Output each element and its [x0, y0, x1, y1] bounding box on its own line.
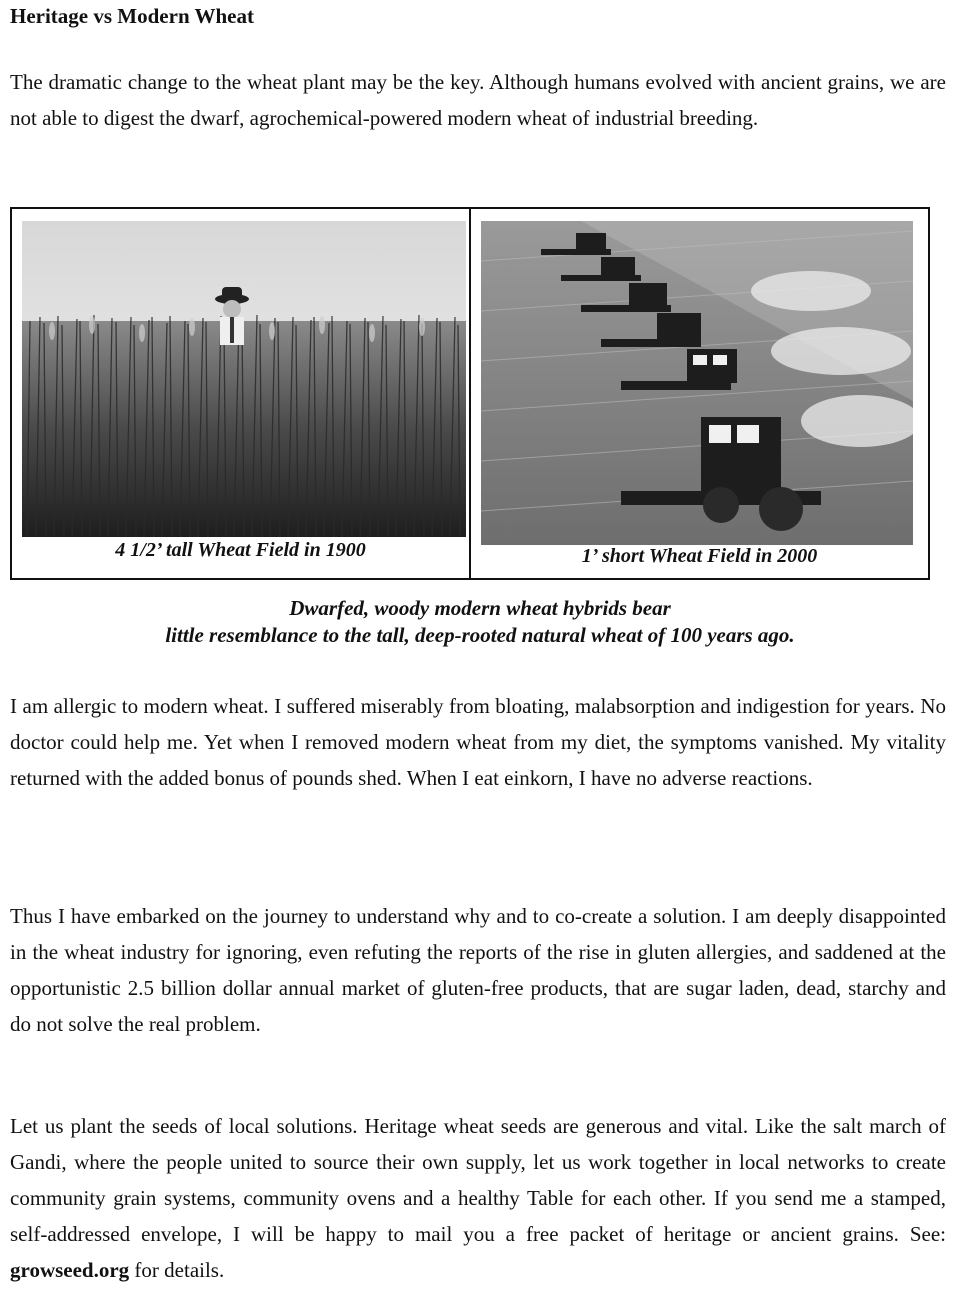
figure-2000-caption: 1’ short Wheat Field in 2000 [581, 545, 818, 567]
figure-2000 [471, 209, 928, 578]
figure-1900-caption: 4 1/2’ tall Wheat Field in 1900 [115, 539, 366, 561]
call-to-action-paragraph [10, 1108, 946, 1288]
page-title: Heritage vs Modern Wheat [10, 4, 254, 28]
figure-caption [0, 595, 960, 649]
wheat-field-2000-photo [481, 221, 913, 545]
intro-paragraph: The dramatic change to the wheat plant may be the key. Although humans evolved with ancient grains, we are not able to digest the dwarf, agrochemical-powered modern wheat of industrial breeding. [10, 70, 946, 130]
figure-panel [10, 207, 930, 580]
growseed-link[interactable]: growseed.org [10, 1258, 130, 1282]
figure-caption-line-2: little resemblance to the tall, deep-rooted natural wheat of 100 years ago. [165, 623, 795, 647]
cta-text-end: for details. [129, 1258, 225, 1282]
cta-text: Let us plant the seeds of local solutions. Heritage wheat seeds are generous and vital. Like the salt march of Gandi, where the people united to source their own supply, let us work together in local networks to create community grain systems, community ovens and a healthy Table for each other. If you send me a stamped, self-addressed envelope, I will be happy to mail you a free packet of heritage or ancient grains. See: [10, 1114, 946, 1246]
wheat-field-1900-photo [22, 221, 466, 537]
figure-caption-line-1: Dwarfed, woody modern wheat hybrids bear [289, 596, 671, 620]
figure-1900 [12, 209, 471, 578]
journey-paragraph: Thus I have embarked on the journey to understand why and to co-create a solution. I am deeply disappointed in the wheat industry for ignoring, even refuting the reports of the rise in gluten allergies, and saddened at the opportunistic 2.5 billion dollar annual market of gluten-free products, that are sugar laden, dead, starchy and do not solve the real problem. [10, 904, 946, 1036]
allergy-paragraph: I am allergic to modern wheat. I suffered miserably from bloating, malabsorption and indigestion for years. No doctor could help me. Yet when I removed modern wheat from my diet, the symptoms vanished. My vitality returned with the added bonus of pounds shed. When I eat einkorn, I have no adverse reactions. [10, 694, 946, 790]
